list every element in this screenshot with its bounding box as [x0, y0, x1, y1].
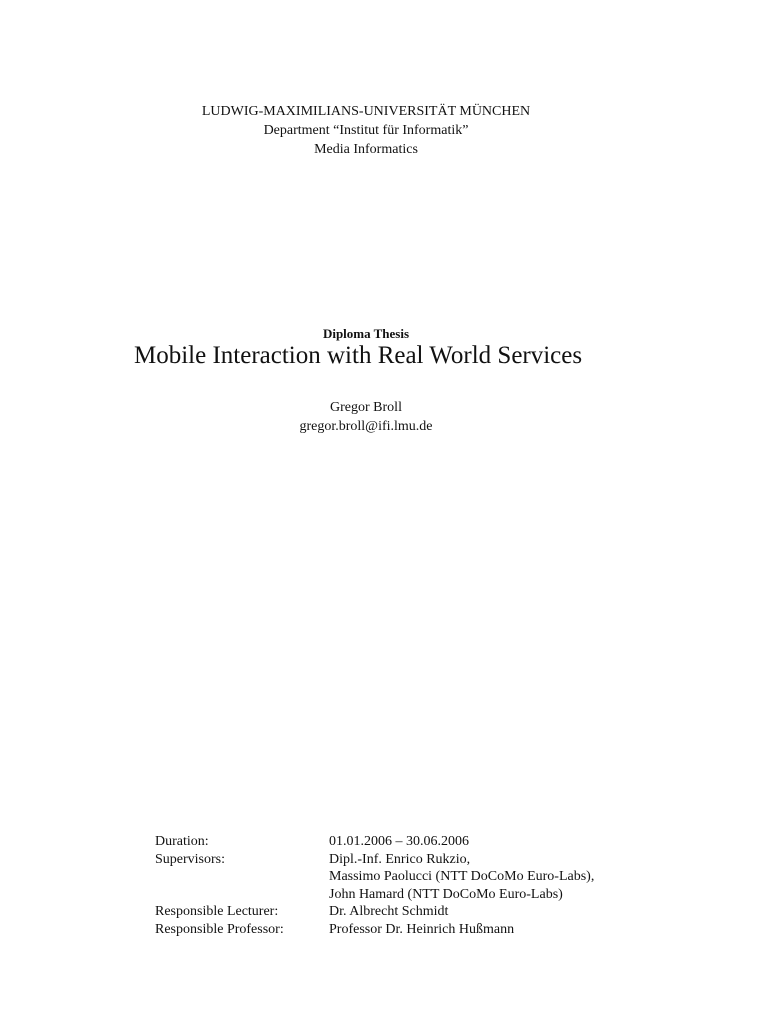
- author-block: [0, 398, 732, 436]
- author-email: gregor.broll@ifi.lmu.de: [299, 419, 433, 434]
- detail-row-lecturer: [155, 903, 594, 921]
- professor-label: Responsible Professor:: [155, 921, 284, 937]
- university-name: LUDWIG-MAXIMILIANS-UNIVERSITÄT MÜNCHEN: [201, 104, 531, 119]
- department-name: Department “Institut für Informatik”: [263, 123, 469, 138]
- professor-value: Professor Dr. Heinrich Hußmann: [329, 921, 515, 937]
- lecturer-label: Responsible Lecturer:: [155, 904, 279, 919]
- duration-label: Duration:: [155, 834, 209, 849]
- institution-header: [0, 102, 732, 159]
- author-name: Gregor Broll: [330, 400, 402, 415]
- thesis-type: Diploma Thesis: [322, 326, 410, 341]
- thesis-details: [155, 833, 594, 938]
- supervisor-item: Massimo Paolucci (NTT DoCoMo Euro-Labs),: [329, 869, 595, 884]
- supervisor-item: John Hamard (NTT DoCoMo Euro-Labs): [329, 886, 563, 902]
- detail-row-duration: [155, 833, 594, 851]
- lecturer-value: Dr. Albrecht Schmidt: [329, 904, 449, 919]
- detail-row-professor: [155, 921, 594, 939]
- group-name: Media Informatics: [314, 142, 418, 157]
- supervisor-item: Dipl.-Inf. Enrico Rukzio,: [329, 851, 471, 867]
- thesis-title: Mobile Interaction with Real World Services: [134, 342, 583, 369]
- detail-row-supervisors: [155, 851, 594, 904]
- supervisors-label: Supervisors:: [155, 851, 225, 867]
- supervisors-list: [329, 851, 594, 904]
- duration-value: 01.01.2006 – 30.06.2006: [329, 834, 469, 849]
